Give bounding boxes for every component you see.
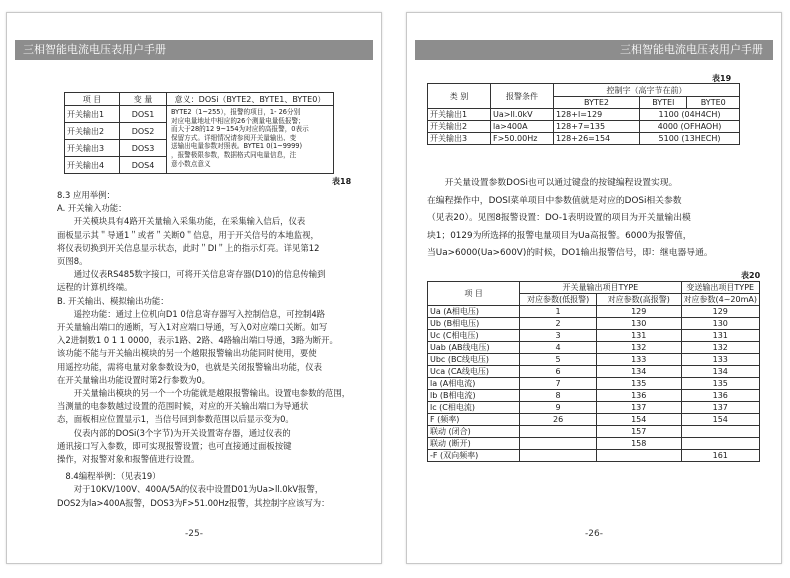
table19-caption: 表19 (712, 74, 732, 83)
table20-header-low: 对应参数(低报警) (520, 294, 597, 306)
page-number: -26- (585, 529, 603, 539)
table-row-byte10: 4000 (OFHAOH) (640, 121, 740, 133)
table-row-analog: 135 (681, 378, 759, 390)
right-page (406, 12, 782, 564)
table-row-low: 8 (520, 390, 597, 402)
table-row-low: 9 (520, 402, 597, 414)
table-row-analog: 136 (681, 390, 759, 402)
table-row-byte10: 5100 (13HECH) (640, 133, 740, 145)
table19-header-byte2: BYTE2 (554, 97, 640, 109)
meaning-line: BYTE2（1~255），报警的项目，1- 26分别 (171, 108, 301, 116)
table-row-low: 3 (520, 330, 597, 342)
page-number: -25- (185, 529, 203, 539)
table18-header-var: 变 量 (120, 93, 167, 106)
paragraph-line: 远程的计算机终端。 (57, 282, 133, 293)
table-row-byte2: 128+l=129 (554, 109, 640, 121)
table-row-condition: F>50.00Hz (491, 133, 554, 145)
table-row-low: 6 (520, 366, 597, 378)
section-heading: 8.4编程举例：（见表19） (65, 471, 161, 482)
table-row-low (520, 426, 597, 438)
paragraph-line: 开关模块具有4路开关量输入采集功能，在采集输入信后，仪表 (73, 216, 306, 227)
table-row-low (520, 450, 597, 462)
table-row-high: 158 (596, 438, 681, 450)
table-row-category: 开关输出1 (428, 109, 491, 121)
table-row-item: lb (B相电流) (428, 390, 520, 402)
paragraph-line: 在开关量输出功能设置时第2行参数为0。 (57, 374, 211, 385)
table-row-item: 联动 (断开) (428, 438, 520, 450)
table-row-high: 136 (596, 390, 681, 402)
table-row-byte2: 128+7=135 (554, 121, 640, 133)
paragraph-line: 对于10KV/100V、400A/5A的仪表中设置D01为Ua>ll.0kV报警， (73, 484, 324, 495)
table20-header-high: 对应参数(高报警) (596, 294, 681, 306)
table-row-item: Uc (C相电压) (428, 330, 520, 342)
table-row-item: Uca (CA线电压) (428, 366, 520, 378)
paragraph-line: 仪表内部的DOSi(3个字节)为开关设置寄存器，通过仪表的 (73, 427, 291, 438)
paragraph-line: 该功能不能与开关输出模块的另一个越限报警输出功能同时使用，要使 (57, 348, 317, 359)
table-row-analog: 137 (681, 402, 759, 414)
table-row-low: 2 (520, 318, 597, 330)
table-row-item: Ua (A相电压) (428, 306, 520, 318)
table-row-analog: 132 (681, 342, 759, 354)
paragraph-line: （见表20）。见图8报警设置：DO-1表明设置的项目为开关量输出模 (427, 213, 691, 223)
table-row-analog: 154 (681, 414, 759, 426)
table-20 (427, 281, 760, 462)
table-row-item: -F (双向频率) (428, 450, 520, 462)
table-row-var: DOS4 (120, 157, 167, 174)
left-page (6, 12, 382, 564)
table18-caption: 表18 (332, 177, 352, 186)
paragraph-line: 开关量输出模块的另一个一个功能就是越限报警输出。设置电参数的范围， (73, 388, 351, 399)
right-body-text (427, 175, 772, 263)
table-row-high: 129 (596, 306, 681, 318)
paragraph-line: 入2进制数1 0 1 1 0000，表示1路、2路、4路输出端口导通，3路为断开。 (57, 335, 338, 346)
page-header-band (415, 40, 773, 60)
table-row-analog (681, 426, 759, 438)
table19-header-condition: 报警条件 (491, 84, 554, 109)
table19-header-byte1: BYTEl (640, 97, 687, 109)
table-row-high: 134 (596, 366, 681, 378)
paragraph-line: 当测量的电参数越过设置的范围时候，对应的开关输出端口为导通状 (57, 401, 309, 412)
table-row-high: 137 (596, 402, 681, 414)
table19-header-control: 控制字（高字节在前） (554, 84, 740, 97)
table-row-high: 132 (596, 342, 681, 354)
table-row-var: DOS2 (120, 123, 167, 140)
paragraph-line: 用遥控功能，需将电量对象参数设为0，也就是关闭报警输出功能，仪表 (57, 361, 322, 372)
table20-caption: 表20 (741, 271, 761, 280)
table20-header-switch: 开关量输出项目TYPE (520, 282, 681, 294)
table20-header-item: 项 目 (428, 282, 520, 306)
table-row-item: Uab (AB线电压) (428, 342, 520, 354)
table-row-item: 开关输出2 (65, 123, 120, 140)
table-row-low: 5 (520, 354, 597, 366)
paragraph-line: 在编程操作中，DOSl菜单项目中参数值就是对应的DOSi相关参数 (427, 195, 682, 206)
table-row-item: 开关输出4 (65, 157, 120, 174)
table-row-item: lc (C相电流) (428, 402, 520, 414)
paragraph-line: 遥控功能：通过上位机向D1 0信息寄存器写入控制信息，可控制4路 (73, 308, 326, 319)
table-row-low: 4 (520, 342, 597, 354)
table-row-analog: 134 (681, 366, 759, 378)
paragraph-line: 将仪表切换到开关信息显示状态，此时＂DI＂上的指示灯亮。详见第12 (57, 242, 320, 253)
subsection-heading: A. 开关输入功能： (57, 203, 127, 214)
table18-header-meaning: 意义：DOSi（BYTE2、BYTE1、BYTE0） (167, 93, 334, 106)
paragraph-line: 当Ua>6000(Ua>600V)的时候，DO1输出报警信号，即：继电器导通。 (427, 248, 713, 258)
paragraph-line: DOS2为la>400A报警，DOS3为F>51.00Hz报警，其控制字应该写为： (57, 497, 330, 508)
table-row-high: 131 (596, 330, 681, 342)
table-row-low: 26 (520, 414, 597, 426)
table-row-byte2: 128+26=154 (554, 133, 640, 145)
page-header-band (15, 40, 373, 60)
paragraph-line: 块1；0129为所选择的报警电量项目为Ua高报警。6000为报警值， (427, 230, 692, 241)
table20-header-analog: 对应参数(4~20mA) (681, 294, 759, 306)
left-body-text (57, 189, 372, 510)
table-row-high: 154 (596, 414, 681, 426)
table-row-var: DOS1 (120, 106, 167, 123)
table-row-low (520, 438, 597, 450)
table18-meaning-cell (167, 106, 334, 174)
meaning-line: 送输出电量参数对照表。BYTE1 0(1~9999) (171, 142, 303, 151)
paragraph-line: 面板显示其＂导通1＂或者＂关断0＂信息，用于开关信号的本地监视， (57, 229, 319, 240)
table-row-var: DOS3 (120, 140, 167, 157)
meaning-line: 意小数点意义 (171, 159, 211, 168)
paragraph-line: 态，面板相应位置显示1，当信号回到参数范围以后显示变为0。 (57, 414, 294, 425)
meaning-line: ，报警极限参数，数据格式同电量信息，注 (171, 150, 297, 159)
table19-header-byte0: BYTE0 (687, 97, 740, 109)
header-title: 三相智能电流电压表用户手册 (620, 43, 763, 56)
paragraph-line: 操作，对报警对象和报警值进行设置。 (57, 454, 200, 465)
table-18 (64, 92, 334, 174)
table-row-analog: 133 (681, 354, 759, 366)
table18-header-item: 项 目 (65, 93, 120, 106)
table20-header-analog-group: 变送输出项目TYPE (681, 282, 759, 294)
header-title: 三相智能电流电压表用户手册 (23, 43, 166, 56)
paragraph-line: 通讯接口写入参数，即可实现报警设置；也可直接通过面板按键 (57, 440, 292, 451)
table-row-item: Ub (B相电压) (428, 318, 520, 330)
table-row-analog: 131 (681, 330, 759, 342)
table-row-high: 133 (596, 354, 681, 366)
table19-header-category: 类 别 (428, 84, 491, 109)
table-row-analog (681, 438, 759, 450)
paragraph-line: 页图8。 (57, 256, 88, 267)
table-row-high (596, 450, 681, 462)
paragraph-line: 通过仪表RS485数字接口，可将开关信息寄存器(D10)的信息传输到 (73, 269, 326, 280)
table-row-category: 开关输出2 (428, 121, 491, 133)
subsection-heading: B. 开关输出、模拟输出功能： (57, 295, 169, 306)
table-row-low: 1 (520, 306, 597, 318)
table-row-byte10: 1100 (04H4CH) (640, 109, 740, 121)
meaning-line: 而大于28的12 9~154为对应的高报警，0表示 (171, 125, 309, 134)
table-row-category: 开关输出3 (428, 133, 491, 145)
table-row-condition: Ua>ll.0kV (491, 109, 554, 121)
table-row-high: 130 (596, 318, 681, 330)
meaning-line: 保留方式。详细情况请参阅开关量输出、变 (171, 133, 297, 142)
section-heading: 8.3 应用举例： (57, 190, 115, 200)
table-row-item: 开关输出1 (65, 106, 120, 123)
table-row-item: la (A相电流) (428, 378, 520, 390)
table-row-analog: 129 (681, 306, 759, 318)
paragraph-line: 开关量输出端口的通断，写入1对应端口导通，写入0对应端口关断。如写 (57, 322, 328, 333)
table-row-item: 联动 (闭合) (428, 426, 520, 438)
meaning-line: 对应电量地址中相应的26个测量电量低报警； (171, 116, 305, 125)
table-row-condition: la>400A (491, 121, 554, 133)
table-row-item: F (频率) (428, 414, 520, 426)
table-row-analog: 161 (681, 450, 759, 462)
paragraph-line: 开关量设置参数DOSi也可以通过键盘的按键编程设置实现。 (444, 178, 678, 188)
table-row-high: 157 (596, 426, 681, 438)
table-19 (427, 83, 740, 145)
table-row-item: Ubc (BC线电压) (428, 354, 520, 366)
table-row-low: 7 (520, 378, 597, 390)
table-row-item: 开关输出3 (65, 140, 120, 157)
table-row-analog: 130 (681, 318, 759, 330)
table-row-high: 135 (596, 378, 681, 390)
